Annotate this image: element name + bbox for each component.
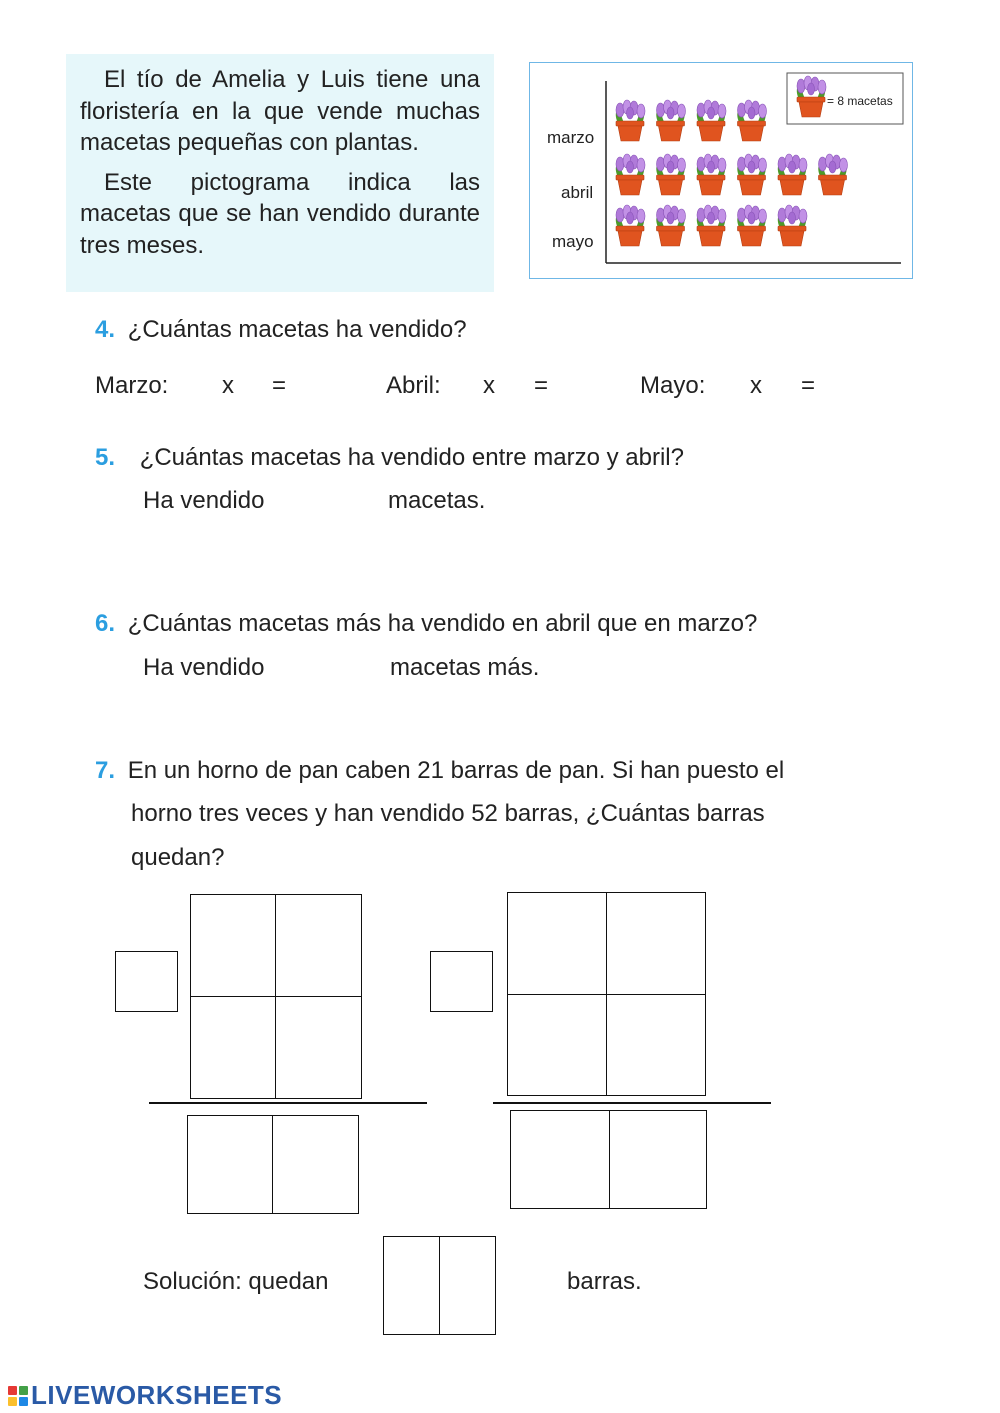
question-4-text: ¿Cuántas macetas ha vendido?: [127, 316, 467, 343]
pot-icon-marzo-4: [737, 100, 766, 141]
question-7: [95, 757, 784, 785]
q6-answer-start: Ha vendido: [143, 654, 265, 681]
multiplication-cell-units-top[interactable]: [275, 894, 362, 997]
liveworksheets-logo: [8, 1380, 282, 1411]
pot-icon-abril-1: [616, 154, 645, 195]
operator-input-box[interactable]: [430, 951, 493, 1012]
subtraction-result-line: [493, 1102, 771, 1104]
intro-paragraph-2: Este pictograma indica las macetas que se han vendido durante tres meses.: [80, 168, 480, 259]
pot-icon-mayo-1: [616, 205, 645, 246]
row-label-mayo: mayo: [552, 232, 594, 251]
subtraction-result-units[interactable]: [609, 1110, 707, 1209]
pot-icon-abril-6: [818, 154, 847, 195]
subtraction-result-tens[interactable]: [510, 1110, 610, 1209]
subtraction-cell-units-bottom[interactable]: [606, 994, 706, 1096]
pot-icon-marzo-2: [656, 100, 685, 141]
pot-icon-abril-5: [778, 154, 807, 195]
q6-answer-end: macetas más.: [390, 654, 540, 681]
solution-unit: barras.: [567, 1268, 642, 1295]
question-5: [95, 444, 684, 472]
legend-text: = 8 macetas: [827, 94, 893, 108]
question-5-number: 5.: [95, 444, 116, 471]
subtraction-cell-units-top[interactable]: [606, 892, 706, 995]
pot-icon-abril-4: [737, 154, 766, 195]
pot-icon-mayo-4: [737, 205, 766, 246]
pot-icon-mayo-3: [697, 205, 726, 246]
q4-mayo-label: Mayo:: [640, 372, 706, 399]
q4-mayo-times: x: [750, 372, 762, 399]
q4-marzo-equals: =: [272, 372, 287, 399]
question-7-line-1: En un horno de pan caben 21 barras de pan. Si han puesto el: [127, 757, 785, 784]
question-5-text: ¿Cuántas macetas ha vendido entre marzo y abril?: [139, 444, 684, 471]
q4-marzo-label: Marzo:: [95, 372, 169, 399]
multiplication-result-units[interactable]: [272, 1115, 359, 1214]
pictogram: [529, 62, 913, 279]
liveworksheets-logo-text: LIVEWORKSHEETS: [31, 1380, 283, 1410]
pictogram-chart: [530, 63, 911, 277]
pot-icon-marzo-1: [616, 100, 645, 141]
pot-icon-mayo-5: [778, 205, 807, 246]
subtraction-cell-tens-top[interactable]: [507, 892, 607, 995]
question-6: [95, 610, 757, 638]
liveworksheets-logo-icon: [8, 1386, 28, 1406]
question-7-line-3: quedan?: [131, 844, 225, 871]
pot-icon-abril-3: [697, 154, 726, 195]
question-7-line-2: horno tres veces y han vendido 52 barras, ¿Cuántas barras: [131, 800, 765, 827]
pot-icon-abril-2: [656, 154, 685, 195]
q4-marzo-times: x: [222, 372, 234, 399]
pot-icon-marzo-3: [697, 100, 726, 141]
solution-label: Solución: quedan: [143, 1268, 329, 1295]
solution-cell-units[interactable]: [439, 1236, 496, 1335]
question-6-text: ¿Cuántas macetas más ha vendido en abril que en marzo?: [127, 610, 758, 637]
intro-box: [66, 54, 494, 292]
multiplication-cell-tens-bottom[interactable]: [190, 996, 276, 1099]
solution-cell-tens[interactable]: [383, 1236, 440, 1335]
row-label-abril: abril: [561, 183, 594, 202]
q5-answer-end: macetas.: [388, 487, 486, 514]
multiplication-result-line: [149, 1102, 427, 1104]
question-7-number: 7.: [95, 757, 116, 784]
q5-answer-start: Ha vendido: [143, 487, 265, 514]
question-6-number: 6.: [95, 610, 116, 637]
q4-abril-equals: =: [534, 372, 549, 399]
multiplication-cell-tens-top[interactable]: [190, 894, 276, 997]
intro-paragraph-1: El tío de Amelia y Luis tiene una floristería en la que vende muchas macetas pequeñas con plantas.: [80, 66, 480, 156]
multiplication-result-tens[interactable]: [187, 1115, 273, 1214]
question-4: [95, 316, 467, 344]
subtraction-cell-tens-bottom[interactable]: [507, 994, 607, 1096]
pot-icon-mayo-2: [656, 205, 685, 246]
q4-abril-label: Abril:: [386, 372, 441, 399]
q4-abril-times: x: [483, 372, 495, 399]
question-4-number: 4.: [95, 316, 116, 343]
q4-mayo-equals: =: [801, 372, 816, 399]
row-label-marzo: marzo: [547, 128, 595, 147]
multiplier-input-box[interactable]: [115, 951, 178, 1012]
multiplication-cell-units-bottom[interactable]: [275, 996, 362, 1099]
